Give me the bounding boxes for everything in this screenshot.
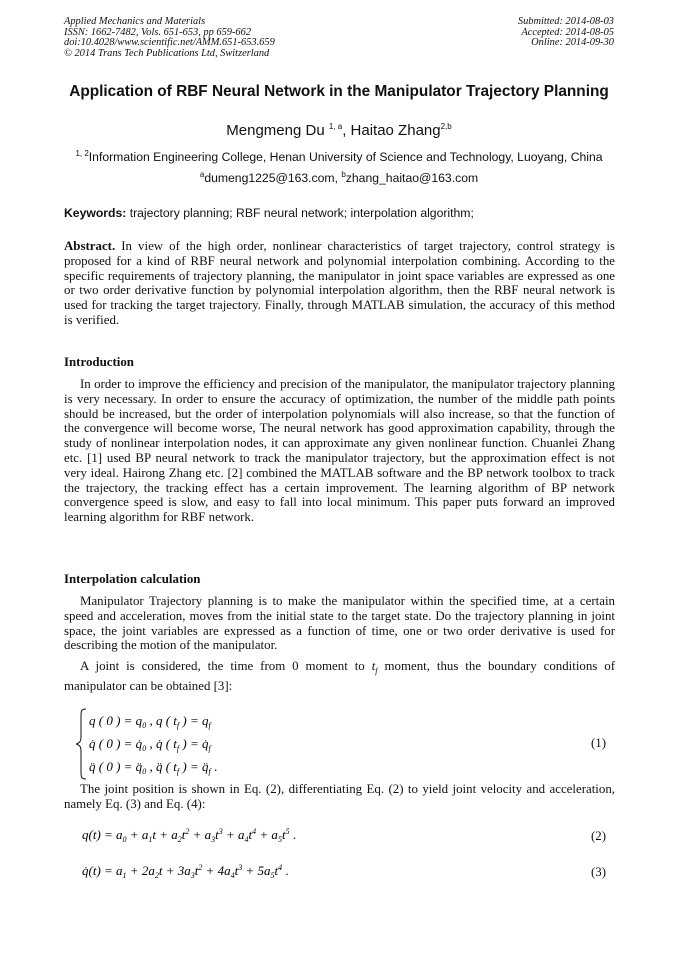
journal-name: Applied Mechanics and Materials xyxy=(64,16,206,27)
abstract-text: In view of the high order, nonlinear characteristics of target trajectory, control strategy is proposed for a kind of RBF neural network and polynomial interpolation combining. According to the specific requirements of trajectory planning, the manipulator in joint space variables are expressed as one or two order derivative function by polynomial interpolation algorithm, then the RBF neural network is used for tracking the target trajectory. Finally, through MATLAB simulation, the accuracy of this method is verified. xyxy=(64,239,615,327)
section-heading-introduction: Introduction xyxy=(64,355,134,369)
author-1: Mengmeng Du xyxy=(226,122,325,139)
journal-header xyxy=(64,17,275,59)
introduction-paragraph: In order to improve the efficiency and precision of the manipulator, the manipulator trajectory planning is very necessary. In order to ensure the accuracy of optimization, the number of the middle path points should be increased, but the order of interpolation polynomials will also increase, so that the function of the convergence will become worse, The neural network has good approximation capability, through the study of nonlinear interpolation nodes, it can approximate any given nonlinear function. Chuanlei Zhang etc. [1] used BP neural network to track the manipulator trajectory, but the approximation effect is not very ideal. Hairong Zhang etc. [2] combined the MATLAB software and the BP network toolbox to track the trajectory, the tracking effect has a certain improvement. The learning algorithm of BP network convergence speed is slow, and easy to fall into local minimum. This paper puts forward an improved learning algorithm for RBF network. xyxy=(64,377,615,525)
keywords-text: trajectory planning; RBF neural network; interpolation algorithm; xyxy=(126,206,474,220)
affiliation xyxy=(50,150,628,164)
equation-1-system xyxy=(76,707,246,781)
email-a-sup: a xyxy=(199,169,205,179)
interpolation-paragraph-1: Manipulator Trajectory planning is to make the manipulator within the specified time, at a certain speed and acceleration, moves from the initial state to the target state. Do the trajectory planning in joint space, the joint variables are expressed as a function of time, one or two order derivative is used for describing the motion of the manipulator. xyxy=(64,594,615,653)
section-heading-interpolation: Interpolation calculation xyxy=(64,572,201,586)
equation-1-line-3: q̈ ( 0 ) = $q̈_0$ , q̈ ( $t_f$ ) = $q̈_f$ . xyxy=(89,759,218,776)
tf-t: t xyxy=(371,659,376,673)
svg-text:q̇(t) = a1 + 2a2t + 3a3t2 + 4a: q̇(t) = $a_1 + 2a_2t + 3a_3t^2 + 4a_4t^3 + 5a_5t^4$ . xyxy=(82,863,289,880)
abstract xyxy=(64,239,615,328)
tf-sub: f xyxy=(375,666,378,676)
email-b-sup: b xyxy=(341,169,346,179)
equation-3 xyxy=(82,860,312,882)
copyright-line: © 2014 Trans Tech Publications Ltd, Switzerland xyxy=(64,47,270,59)
interpolation-p2-end: moment, thus the boundary conditions of manipulator can be obtained [3]: xyxy=(64,659,615,694)
dates-header xyxy=(518,17,614,49)
svg-text:q(t) = a0 + a1t + a2t2 + a3t3: $q(t) = a_0 + a_1t + a_2t^2 + a_3t^3 + a_4t^4 + a_5t^5$ . xyxy=(82,827,297,844)
author-separator: , xyxy=(342,122,351,139)
equation-1-brace xyxy=(76,709,86,779)
equation-1-number: (1) xyxy=(590,736,606,750)
email-a: dumeng1225@163.com, xyxy=(204,171,342,185)
author-emails xyxy=(64,171,614,185)
author-2: Haitao Zhang xyxy=(350,122,441,139)
interpolation-paragraph-3: The joint position is shown in Eq. (2), differentiating Eq. (2) to yield joint velocity and acceleration, namely Eq. (3) and Eq. (4): xyxy=(64,782,615,811)
author-list xyxy=(64,122,614,139)
equation-2-number: (2) xyxy=(590,829,606,843)
doi-line: doi:10.4028/www.scientific.net/AMM.651-653.659 xyxy=(64,37,275,49)
abstract-label: Abstract. xyxy=(64,239,116,253)
equation-3-number: (3) xyxy=(590,865,606,879)
keywords xyxy=(64,206,616,220)
submitted-date: Submitted: 2014-08-03 xyxy=(517,16,614,27)
issn-line: ISSN: 1662-7482, Vols. 651-653, pp 659-662 xyxy=(64,26,252,38)
author-2-sup: 2,b xyxy=(440,122,452,131)
author-1-sup: 1, a xyxy=(328,122,343,131)
interpolation-p2-start: A joint is considered, the time from 0 moment to xyxy=(80,659,372,673)
accepted-date: Accepted: 2014-08-05 xyxy=(521,26,614,38)
equation-2 xyxy=(82,824,312,846)
keywords-label: Keywords: xyxy=(64,206,127,220)
equation-1-line-2: q̇ ( 0 ) = $q̇_0$ , q̇ ( $t_f$ ) = $q̇_f$ xyxy=(89,736,211,753)
online-date: Online: 2014-09-30 xyxy=(531,37,614,49)
paper-title: Application of RBF Neural Network in the Manipulator Trajectory Planning xyxy=(69,83,609,100)
email-b: zhang_haitao@163.com xyxy=(345,171,479,185)
equation-1-line-1: q ( 0 ) = $q_0$ , q ( $t_f$ ) = $q_f$ xyxy=(89,713,211,730)
interpolation-paragraph-2 xyxy=(64,659,615,694)
affiliation-text: Information Engineering College, Henan University of Science and Technology, Luoyang, China xyxy=(88,150,603,164)
affiliation-sup: 1, 2 xyxy=(75,148,89,158)
